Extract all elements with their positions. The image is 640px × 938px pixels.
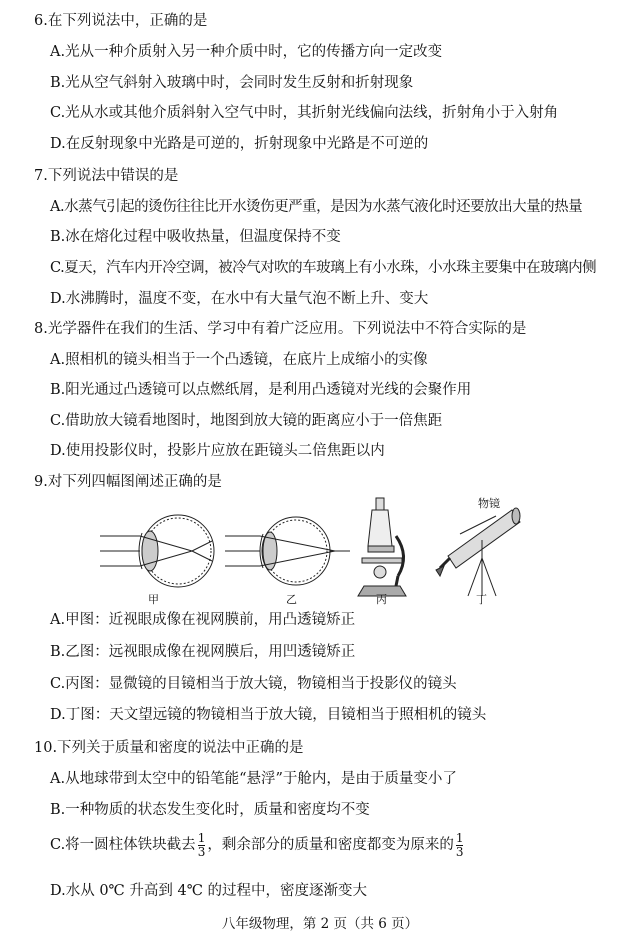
eye-hyperopia-diagram <box>225 517 350 585</box>
q10-option-b: B.一种物质的状态发生变化时，质量和密度均不变 <box>50 802 370 818</box>
q8-option-a: A.照相机的镜头相当于一个凸透镜，在底片上成缩小的实像 <box>50 352 428 368</box>
q6-stem: 6.在下列说法中，正确的是 <box>34 13 208 29</box>
q10-option-a: A.从地球带到太空中的铅笔能“悬浮”于舱内，是由于质量变小了 <box>50 771 457 787</box>
page-footer: 八年级物理，第 2 页（共 6 页） <box>221 916 419 932</box>
fraction-one-third-a <box>198 832 206 859</box>
q10-option-c-text-1: C.将一圆柱体铁块截去 <box>50 837 196 853</box>
fraction-one-third-b <box>456 832 464 859</box>
q8-option-d: D.使用投影仪时，投影片应放在距镜头二倍焦距以内 <box>50 443 385 459</box>
caption-objective-lens: 物镜 <box>478 497 500 510</box>
eye-myopia-diagram <box>100 515 214 587</box>
q8-stem: 8.光学器件在我们的生活、学习中有着广泛应用。下列说法中不符合实际的是 <box>34 321 527 337</box>
q9-option-d: D.丁图：天文望远镜的物镜相当于放大镜，目镜相当于照相机的镜头 <box>50 707 487 723</box>
q10-option-c-text-2: ，剩余部分的质量和密度都变为原来的 <box>207 837 454 853</box>
q6-option-d: D.在反射现象中光路是可逆的，折射现象中光路是不可逆的 <box>50 136 429 152</box>
fraction-denominator: 3 <box>455 844 464 859</box>
telescope-diagram <box>436 508 520 596</box>
q7-option-d: D.水沸腾时，温度不变，在水中有大量气泡不断上升、变大 <box>50 291 429 307</box>
q8-option-c: C.借助放大镜看地图时，地图到放大镜的距离应小于一倍焦距 <box>50 413 443 429</box>
q10-option-d: D.水从 0℃ 升高到 4℃ 的过程中，密度逐渐变大 <box>50 883 368 899</box>
q9-figures <box>100 496 530 608</box>
microscope-diagram <box>358 498 406 596</box>
q9-figure-drawings <box>100 496 530 608</box>
q7-option-b: B.冰在熔化过程中吸收热量，但温度保持不变 <box>50 229 341 245</box>
q7-option-a: A.水蒸气引起的烫伤往往比开水烫伤更严重，是因为水蒸气液化时还要放出大量的热量 <box>50 199 583 215</box>
caption-jia: 甲 <box>148 593 159 606</box>
q6-option-c: C.光从水或其他介质斜射入空气中时，其折射光线偏向法线，折射角小于入射角 <box>50 105 559 121</box>
q6-option-b: B.光从空气斜射入玻璃中时，会同时发生反射和折射现象 <box>50 75 414 91</box>
caption-yi: 乙 <box>286 593 297 606</box>
q7-option-c: C.夏天，汽车内开冷空调，被冷气对吹的车玻璃上有小水珠，小水珠主要集中在玻璃内侧 <box>50 260 597 276</box>
caption-ding: 丁 <box>476 593 487 606</box>
q9-option-c: C.丙图：显微镜的目镜相当于放大镜，物镜相当于投影仪的镜头 <box>50 676 457 692</box>
q9-stem: 9.对下列四幅图阐述正确的是 <box>34 474 222 490</box>
caption-bing: 丙 <box>376 593 387 606</box>
fraction-numerator: 1 <box>197 830 206 845</box>
q8-option-b: B.阳光通过凸透镜可以点燃纸屑，是利用凸透镜对光线的会聚作用 <box>50 382 472 398</box>
q10-option-c <box>50 830 465 860</box>
q10-stem: 10.下列关于质量和密度的说法中正确的是 <box>34 740 304 756</box>
q9-option-b: B.乙图：远视眼成像在视网膜后，用凹透镜矫正 <box>50 644 356 660</box>
fraction-numerator: 1 <box>455 830 464 845</box>
q6-option-a: A.光从一种介质射入另一种介质中时，它的传播方向一定改变 <box>50 44 443 60</box>
q9-option-a: A.甲图：近视眼成像在视网膜前，用凸透镜矫正 <box>50 612 356 628</box>
q7-stem: 7.下列说法中错误的是 <box>34 168 179 184</box>
fraction-denominator: 3 <box>197 844 206 859</box>
